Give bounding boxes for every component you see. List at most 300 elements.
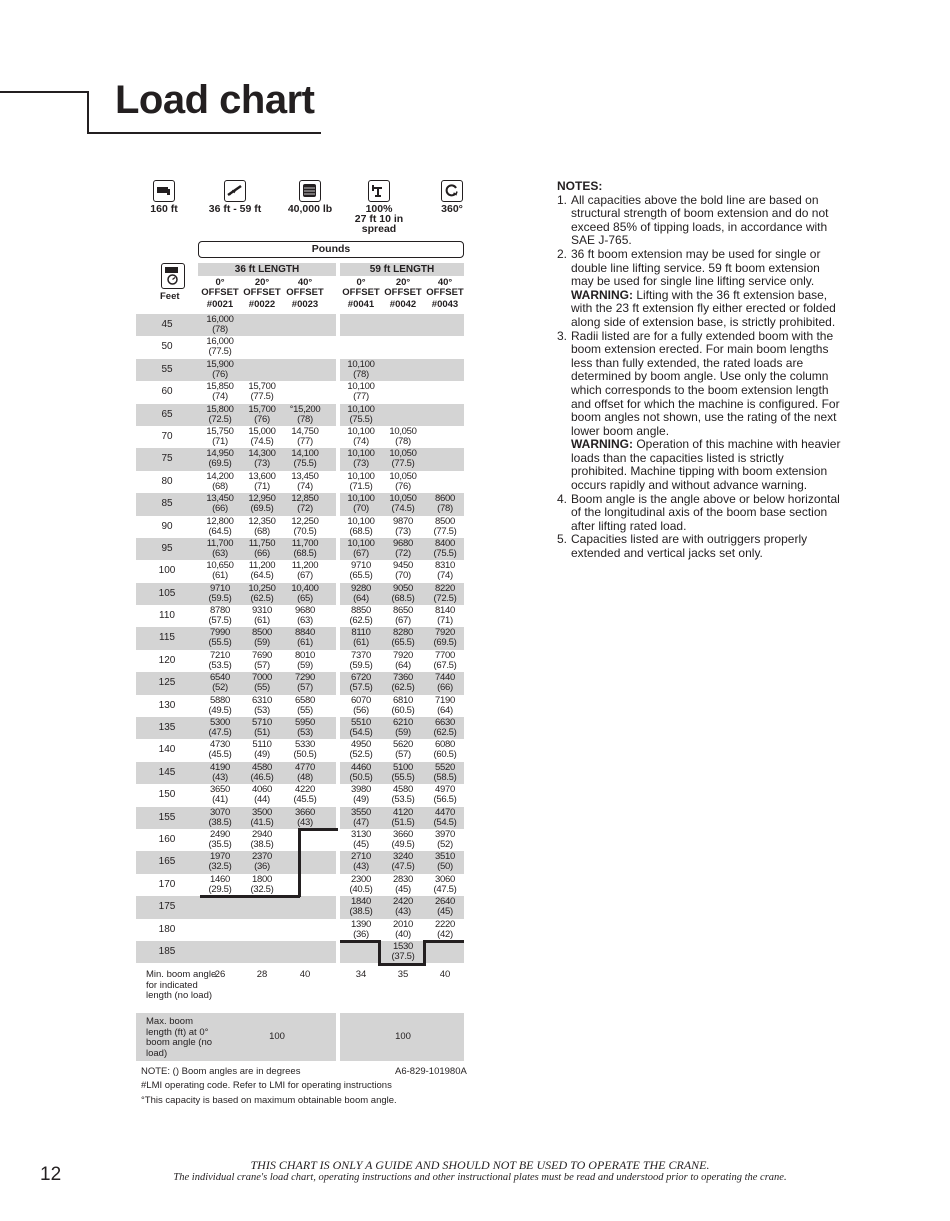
boom-angle-value: (54.5) bbox=[433, 816, 457, 828]
table-row bbox=[136, 672, 464, 694]
capacity-value: 7360 bbox=[393, 672, 413, 684]
radius-cell: 120 bbox=[158, 654, 176, 666]
capacity-value: 5520 bbox=[435, 761, 455, 773]
capacity-value: 10,050 bbox=[389, 425, 417, 437]
capacity-value: 7920 bbox=[393, 649, 413, 661]
capacity-value: 10,400 bbox=[291, 582, 319, 594]
capacity-cell bbox=[382, 517, 424, 537]
radius-cell: 140 bbox=[158, 744, 176, 756]
capacity-cell bbox=[340, 875, 382, 895]
capacity-cell bbox=[241, 494, 283, 514]
capacity-value: 8780 bbox=[210, 605, 230, 617]
boom-angle-value: (36) bbox=[254, 861, 270, 873]
capacity-cell bbox=[424, 584, 466, 604]
capacity-value: 8650 bbox=[393, 605, 413, 617]
capacity-value: 1970 bbox=[210, 851, 230, 863]
capacity-value: 2220 bbox=[435, 918, 455, 930]
chart-code: A6-829-101980A bbox=[395, 1066, 467, 1077]
capacity-cell bbox=[241, 584, 283, 604]
capacity-value: 6080 bbox=[435, 739, 455, 751]
boom-angle-value: (52.5) bbox=[349, 749, 373, 761]
boom-angle-value: (63) bbox=[212, 547, 228, 559]
spec-rotation bbox=[434, 180, 470, 214]
boom-angle-value: (45.5) bbox=[293, 794, 317, 806]
boom-angle-value: (65.5) bbox=[391, 637, 415, 649]
radius-cell: 175 bbox=[136, 896, 198, 918]
table-header bbox=[136, 263, 464, 313]
capacity-value: 3060 bbox=[435, 873, 455, 885]
capacity-value: 5110 bbox=[252, 739, 272, 751]
radius-cell: 75 bbox=[136, 448, 198, 470]
capacity-value: 10,100 bbox=[347, 470, 375, 482]
capacity-cell bbox=[199, 494, 241, 514]
spec-counterweight-label: 40,000 lb bbox=[287, 203, 333, 215]
radius-cell: 170 bbox=[158, 878, 176, 890]
boom-angle-value: (77) bbox=[297, 435, 313, 447]
capacity-value: 11,700 bbox=[291, 537, 319, 549]
capacity-cell bbox=[382, 494, 424, 514]
capacity-value: 14,200 bbox=[206, 470, 234, 482]
table-row bbox=[136, 919, 464, 941]
capacity-cell bbox=[284, 696, 326, 716]
min-boom-value: 35 bbox=[397, 969, 409, 980]
column-header-word: OFFSET bbox=[342, 287, 380, 298]
radius-cell: 115 bbox=[136, 627, 198, 649]
title-rule-left bbox=[0, 91, 89, 135]
capacity-cell bbox=[424, 763, 466, 783]
capacity-cell bbox=[340, 897, 382, 917]
boom-angle-value: (46.5) bbox=[250, 771, 274, 783]
note-item bbox=[557, 533, 842, 560]
capacity-cell bbox=[199, 427, 241, 447]
capacity-value: 9710 bbox=[351, 560, 371, 572]
capacity-value: 7440 bbox=[435, 672, 455, 684]
radius-cell: 90 bbox=[161, 520, 173, 532]
boom-angle-value: (77.5) bbox=[250, 391, 274, 403]
radius-cell: 185 bbox=[136, 941, 198, 963]
capacity-value: 2490 bbox=[210, 828, 230, 840]
boom-angle-value: (37.5) bbox=[391, 950, 415, 962]
radius-cell: 85 bbox=[136, 493, 198, 515]
capacity-value: 16,000 bbox=[206, 336, 234, 348]
capacity-cell bbox=[199, 763, 241, 783]
capacity-value: 6540 bbox=[210, 672, 230, 684]
radius-cell: 130 bbox=[158, 699, 176, 711]
capacity-value: 4950 bbox=[351, 739, 371, 751]
column-header-word: OFFSET bbox=[384, 287, 422, 298]
table-row bbox=[136, 650, 464, 672]
boom-angle-value: (55.5) bbox=[208, 637, 232, 649]
boom-angle-value: (72.5) bbox=[433, 592, 457, 604]
boom-angle-value: (59) bbox=[395, 727, 411, 739]
column-header-code: #0023 bbox=[291, 299, 319, 310]
capacity-value: 2830 bbox=[393, 873, 413, 885]
capacity-cell bbox=[340, 427, 382, 447]
capacity-cell bbox=[284, 785, 326, 805]
capacity-cell bbox=[284, 651, 326, 671]
capacity-cell bbox=[382, 696, 424, 716]
capacity-cell bbox=[284, 718, 326, 738]
radius-cell: 70 bbox=[161, 430, 173, 442]
boom-angle-value: (40.5) bbox=[349, 883, 373, 895]
warning-text: Operation of this machine with heavier loads than the capacities listed is strictly prohibited. Machine tipping with boom extension occurs rapidly and without advance warning. bbox=[571, 437, 841, 493]
column-header-offset: 20° bbox=[395, 277, 411, 288]
capacity-cell bbox=[241, 875, 283, 895]
capacity-value: 6580 bbox=[295, 694, 315, 706]
boom-angle-value: (71.5) bbox=[349, 480, 373, 492]
min-boom-value: 34 bbox=[355, 969, 367, 980]
spec-extension-label: 36 ft - 59 ft bbox=[208, 203, 262, 215]
boom-angle-value: (78) bbox=[395, 435, 411, 447]
capacity-cell bbox=[199, 606, 241, 626]
page-number: 12 bbox=[40, 1164, 62, 1185]
capacity-cell bbox=[424, 897, 466, 917]
capacity-cell bbox=[199, 808, 241, 828]
capacity-value: 9050 bbox=[393, 582, 413, 594]
capacity-cell bbox=[424, 494, 466, 514]
boom-angle-value: (59.5) bbox=[208, 592, 232, 604]
boom-angle-value: (45) bbox=[395, 883, 411, 895]
capacity-cell bbox=[424, 673, 466, 693]
capacity-cell bbox=[340, 785, 382, 805]
capacity-value: 11,750 bbox=[248, 537, 276, 549]
column-header-offset: 0° bbox=[356, 277, 366, 288]
capacity-value: 2370 bbox=[252, 851, 272, 863]
structural-limit-line bbox=[200, 895, 300, 898]
capacity-cell bbox=[199, 405, 241, 425]
boom-icon bbox=[153, 180, 175, 202]
spec-strip bbox=[140, 180, 470, 238]
capacity-cell bbox=[340, 808, 382, 828]
capacity-value: 6210 bbox=[393, 717, 413, 729]
capacity-cell bbox=[424, 651, 466, 671]
counterweight-icon bbox=[299, 180, 321, 202]
capacity-value: 14,100 bbox=[291, 448, 319, 460]
note-number: 1. bbox=[557, 192, 568, 207]
boom-angle-value: (60.5) bbox=[433, 749, 457, 761]
capacity-cell bbox=[199, 561, 241, 581]
capacity-cell bbox=[340, 584, 382, 604]
spec-outrigger-line2: 27 ft 10 in bbox=[354, 213, 404, 225]
boom-angle-value: (29.5) bbox=[208, 883, 232, 895]
capacity-value: 6810 bbox=[393, 694, 413, 706]
capacity-value: 2710 bbox=[351, 851, 371, 863]
radius-icon bbox=[161, 263, 185, 289]
boom-angle-value: (72.5) bbox=[208, 413, 232, 425]
capacity-value: 2010 bbox=[393, 918, 413, 930]
spec-boom bbox=[144, 180, 184, 214]
capacity-value: 2300 bbox=[351, 873, 371, 885]
table-row bbox=[136, 336, 464, 358]
warning-label: WARNING: bbox=[571, 287, 633, 302]
boom-angle-value: (40) bbox=[395, 928, 411, 940]
capacity-cell bbox=[340, 405, 382, 425]
boom-angle-value: (57) bbox=[254, 659, 270, 671]
capacity-cell bbox=[284, 808, 326, 828]
capacity-cell bbox=[424, 830, 466, 850]
capacity-cell bbox=[382, 561, 424, 581]
structural-limit-line bbox=[423, 940, 464, 943]
capacity-cell bbox=[340, 651, 382, 671]
capacity-value: 10,100 bbox=[347, 358, 375, 370]
radius-cell: 65 bbox=[136, 404, 198, 426]
boom-angle-value: (76) bbox=[395, 480, 411, 492]
table-row bbox=[136, 583, 464, 605]
capacity-cell bbox=[424, 852, 466, 872]
boom-angle-value: (55.5) bbox=[391, 771, 415, 783]
capacity-cell bbox=[284, 606, 326, 626]
table-row bbox=[136, 538, 464, 560]
capacity-value: 4580 bbox=[252, 761, 272, 773]
capacity-value: 1460 bbox=[210, 873, 230, 885]
boom-angle-value: (61) bbox=[353, 637, 369, 649]
boom-angle-value: (75.5) bbox=[293, 458, 317, 470]
table-row bbox=[136, 605, 464, 627]
capacity-cell bbox=[340, 830, 382, 850]
capacity-value: 10,100 bbox=[347, 537, 375, 549]
capacity-cell bbox=[284, 584, 326, 604]
disclaimer-line2: The individual crane's load chart, operating instructions and other instructional plates must be read and understood prior to operating the crane. bbox=[173, 1172, 787, 1183]
capacity-cell bbox=[199, 830, 241, 850]
disclaimer-line1: THIS CHART IS ONLY A GUIDE AND SHOULD NOT BE USED TO OPERATE THE CRANE. bbox=[250, 1158, 710, 1172]
capacity-value: 10,100 bbox=[347, 515, 375, 527]
capacity-cell bbox=[284, 673, 326, 693]
capacity-value: 7990 bbox=[210, 627, 230, 639]
table-row bbox=[136, 807, 464, 829]
capacity-cell bbox=[382, 673, 424, 693]
capacity-cell bbox=[241, 382, 283, 402]
max-boom-36: 100 bbox=[269, 1031, 285, 1042]
capacity-cell bbox=[241, 673, 283, 693]
extension-icon bbox=[224, 180, 246, 202]
capacity-cell bbox=[424, 808, 466, 828]
boom-angle-value: (68) bbox=[254, 525, 270, 537]
capacity-value: 15,800 bbox=[206, 403, 234, 415]
table-row bbox=[136, 762, 464, 784]
note-text: All capacities above the bold line are based on structural strength of boom extension and do not exceed 85% of tipping loads, in accordance with SAE J-765. bbox=[571, 192, 829, 248]
boom-angle-value: (74.5) bbox=[391, 503, 415, 515]
boom-angle-value: (70) bbox=[395, 570, 411, 582]
capacity-cell bbox=[241, 852, 283, 872]
structural-limit-line bbox=[298, 828, 301, 897]
boom-angle-value: (72) bbox=[297, 503, 313, 515]
boom-angle-value: (65) bbox=[297, 592, 313, 604]
capacity-value: 3070 bbox=[210, 806, 230, 818]
capacity-value: 3660 bbox=[393, 828, 413, 840]
capacity-cell bbox=[424, 740, 466, 760]
boom-angle-value: (51.5) bbox=[391, 816, 415, 828]
capacity-cell bbox=[284, 561, 326, 581]
capacity-cell bbox=[241, 427, 283, 447]
boom-angle-value: (59) bbox=[297, 659, 313, 671]
capacity-value: °15,200 bbox=[289, 403, 321, 415]
capacity-value: 3660 bbox=[295, 806, 315, 818]
boom-angle-value: (68.5) bbox=[293, 547, 317, 559]
boom-angle-value: (76) bbox=[212, 368, 228, 380]
table-row bbox=[136, 717, 464, 739]
capacity-value: 7920 bbox=[435, 627, 455, 639]
column-header-code: #0042 bbox=[389, 299, 417, 310]
capacity-cell bbox=[284, 405, 326, 425]
capacity-value: 11,200 bbox=[291, 560, 319, 572]
capacity-value: 8140 bbox=[435, 605, 455, 617]
boom-angle-value: (49.5) bbox=[391, 838, 415, 850]
boom-angle-value: (64) bbox=[437, 704, 453, 716]
radius-cell: 100 bbox=[158, 565, 176, 577]
capacity-cell bbox=[241, 763, 283, 783]
capacity-cell bbox=[382, 942, 424, 962]
capacity-value: 4060 bbox=[252, 784, 272, 796]
boom-angle-value: (62.5) bbox=[391, 682, 415, 694]
boom-angle-value: (48) bbox=[297, 771, 313, 783]
boom-angle-value: (53.5) bbox=[391, 794, 415, 806]
capacity-value: 4190 bbox=[210, 761, 230, 773]
boom-angle-value: (38.5) bbox=[349, 906, 373, 918]
boom-angle-value: (50.5) bbox=[293, 749, 317, 761]
boom-angle-value: (55) bbox=[254, 682, 270, 694]
boom-angle-value: (77.5) bbox=[433, 525, 457, 537]
boom-angle-value: (69.5) bbox=[208, 458, 232, 470]
spec-extension bbox=[202, 180, 268, 214]
boom-angle-value: (55) bbox=[297, 704, 313, 716]
group-36ft: 36 ft LENGTH bbox=[198, 263, 336, 276]
outrigger-icon bbox=[368, 180, 390, 202]
capacity-value: 12,950 bbox=[248, 493, 276, 505]
note-item bbox=[557, 493, 842, 534]
capacity-cell bbox=[340, 696, 382, 716]
radius-cell: 165 bbox=[136, 851, 198, 873]
capacity-value: 7210 bbox=[210, 649, 230, 661]
min-boom-row bbox=[136, 966, 464, 1012]
boom-angle-value: (56.5) bbox=[433, 794, 457, 806]
capacity-cell bbox=[382, 852, 424, 872]
radius-cell: 105 bbox=[136, 583, 198, 605]
boom-angle-value: (35.5) bbox=[208, 838, 232, 850]
boom-angle-value: (53) bbox=[297, 727, 313, 739]
capacity-cell bbox=[241, 651, 283, 671]
boom-angle-value: (64) bbox=[353, 592, 369, 604]
boom-angle-value: (66) bbox=[437, 682, 453, 694]
capacity-cell bbox=[199, 852, 241, 872]
capacity-value: 3130 bbox=[351, 828, 371, 840]
capacity-cell bbox=[340, 718, 382, 738]
capacity-value: 13,450 bbox=[206, 493, 234, 505]
boom-angle-value: (74) bbox=[437, 570, 453, 582]
capacity-value: 14,750 bbox=[291, 425, 319, 437]
boom-angle-value: (60.5) bbox=[391, 704, 415, 716]
boom-angle-value: (68) bbox=[212, 480, 228, 492]
capacity-cell bbox=[199, 382, 241, 402]
boom-angle-value: (47.5) bbox=[391, 861, 415, 873]
capacity-cell bbox=[382, 718, 424, 738]
boom-angle-value: (74) bbox=[212, 391, 228, 403]
spec-counterweight bbox=[278, 180, 342, 214]
capacity-value: 9680 bbox=[393, 537, 413, 549]
table-row bbox=[136, 448, 464, 470]
capacity-cell bbox=[340, 360, 382, 380]
capacity-value: 10,050 bbox=[389, 493, 417, 505]
boom-angle-value: (49.5) bbox=[208, 704, 232, 716]
capacity-value: 6720 bbox=[351, 672, 371, 684]
capacity-cell bbox=[241, 606, 283, 626]
capacity-value: 8850 bbox=[351, 605, 371, 617]
capacity-cell bbox=[340, 561, 382, 581]
capacity-value: 10,100 bbox=[347, 381, 375, 393]
capacity-value: 6310 bbox=[252, 694, 272, 706]
feet-label: Feet bbox=[160, 291, 180, 302]
capacity-cell bbox=[284, 763, 326, 783]
min-boom-value: 26 bbox=[214, 969, 226, 980]
capacity-value: 5510 bbox=[351, 717, 371, 729]
capacity-value: 5880 bbox=[210, 694, 230, 706]
boom-angle-value: (51) bbox=[254, 727, 270, 739]
table-row bbox=[136, 516, 464, 538]
notes-section bbox=[557, 180, 842, 561]
boom-angle-value: (59.5) bbox=[349, 659, 373, 671]
radius-cell: 50 bbox=[161, 341, 173, 353]
boom-angle-value: (58.5) bbox=[433, 771, 457, 783]
boom-angle-value: (68.5) bbox=[391, 592, 415, 604]
boom-angle-value: (69.5) bbox=[433, 637, 457, 649]
capacity-cell bbox=[340, 494, 382, 514]
boom-angle-value: (78) bbox=[353, 368, 369, 380]
boom-angle-value: (70) bbox=[353, 503, 369, 515]
boom-angle-value: (71) bbox=[254, 480, 270, 492]
capacity-value: 8220 bbox=[435, 582, 455, 594]
structural-limit-line bbox=[340, 940, 380, 943]
capacity-cell bbox=[241, 539, 283, 559]
spec-outrigger bbox=[348, 180, 410, 234]
capacity-value: 4220 bbox=[295, 784, 315, 796]
capacity-cell bbox=[284, 740, 326, 760]
capacity-value: 10,100 bbox=[347, 448, 375, 460]
capacity-cell bbox=[382, 875, 424, 895]
capacity-cell bbox=[199, 315, 241, 335]
capacity-cell bbox=[340, 606, 382, 626]
capacity-value: 9710 bbox=[210, 582, 230, 594]
capacity-value: 4730 bbox=[210, 739, 230, 751]
capacity-cell bbox=[340, 740, 382, 760]
capacity-cell bbox=[424, 628, 466, 648]
table-row bbox=[136, 426, 464, 448]
capacity-value: 12,800 bbox=[206, 515, 234, 527]
capacity-value: 7700 bbox=[435, 649, 455, 661]
radius-cell: 80 bbox=[161, 475, 173, 487]
boom-angle-value: (78) bbox=[437, 503, 453, 515]
capacity-cell bbox=[199, 517, 241, 537]
boom-angle-value: (49) bbox=[353, 794, 369, 806]
boom-angle-value: (57) bbox=[395, 749, 411, 761]
boom-angle-value: (41.5) bbox=[250, 816, 274, 828]
boom-angle-value: (45) bbox=[353, 838, 369, 850]
rotation-icon bbox=[441, 180, 463, 202]
capacity-value: 5100 bbox=[393, 761, 413, 773]
capacity-value: 8010 bbox=[295, 649, 315, 661]
boom-angle-value: (76) bbox=[254, 413, 270, 425]
radius-cell: 45 bbox=[136, 314, 198, 336]
capacity-value: 8310 bbox=[435, 560, 455, 572]
boom-angle-value: (43) bbox=[297, 816, 313, 828]
capacity-value: 8400 bbox=[435, 537, 455, 549]
capacity-value: 2420 bbox=[393, 896, 413, 908]
spec-outrigger-line1: 100% bbox=[365, 203, 393, 215]
capacity-cell bbox=[241, 740, 283, 760]
boom-angle-value: (47.5) bbox=[208, 727, 232, 739]
capacity-cell bbox=[199, 875, 241, 895]
capacity-cell bbox=[241, 718, 283, 738]
capacity-cell bbox=[199, 584, 241, 604]
note-item bbox=[557, 194, 842, 248]
